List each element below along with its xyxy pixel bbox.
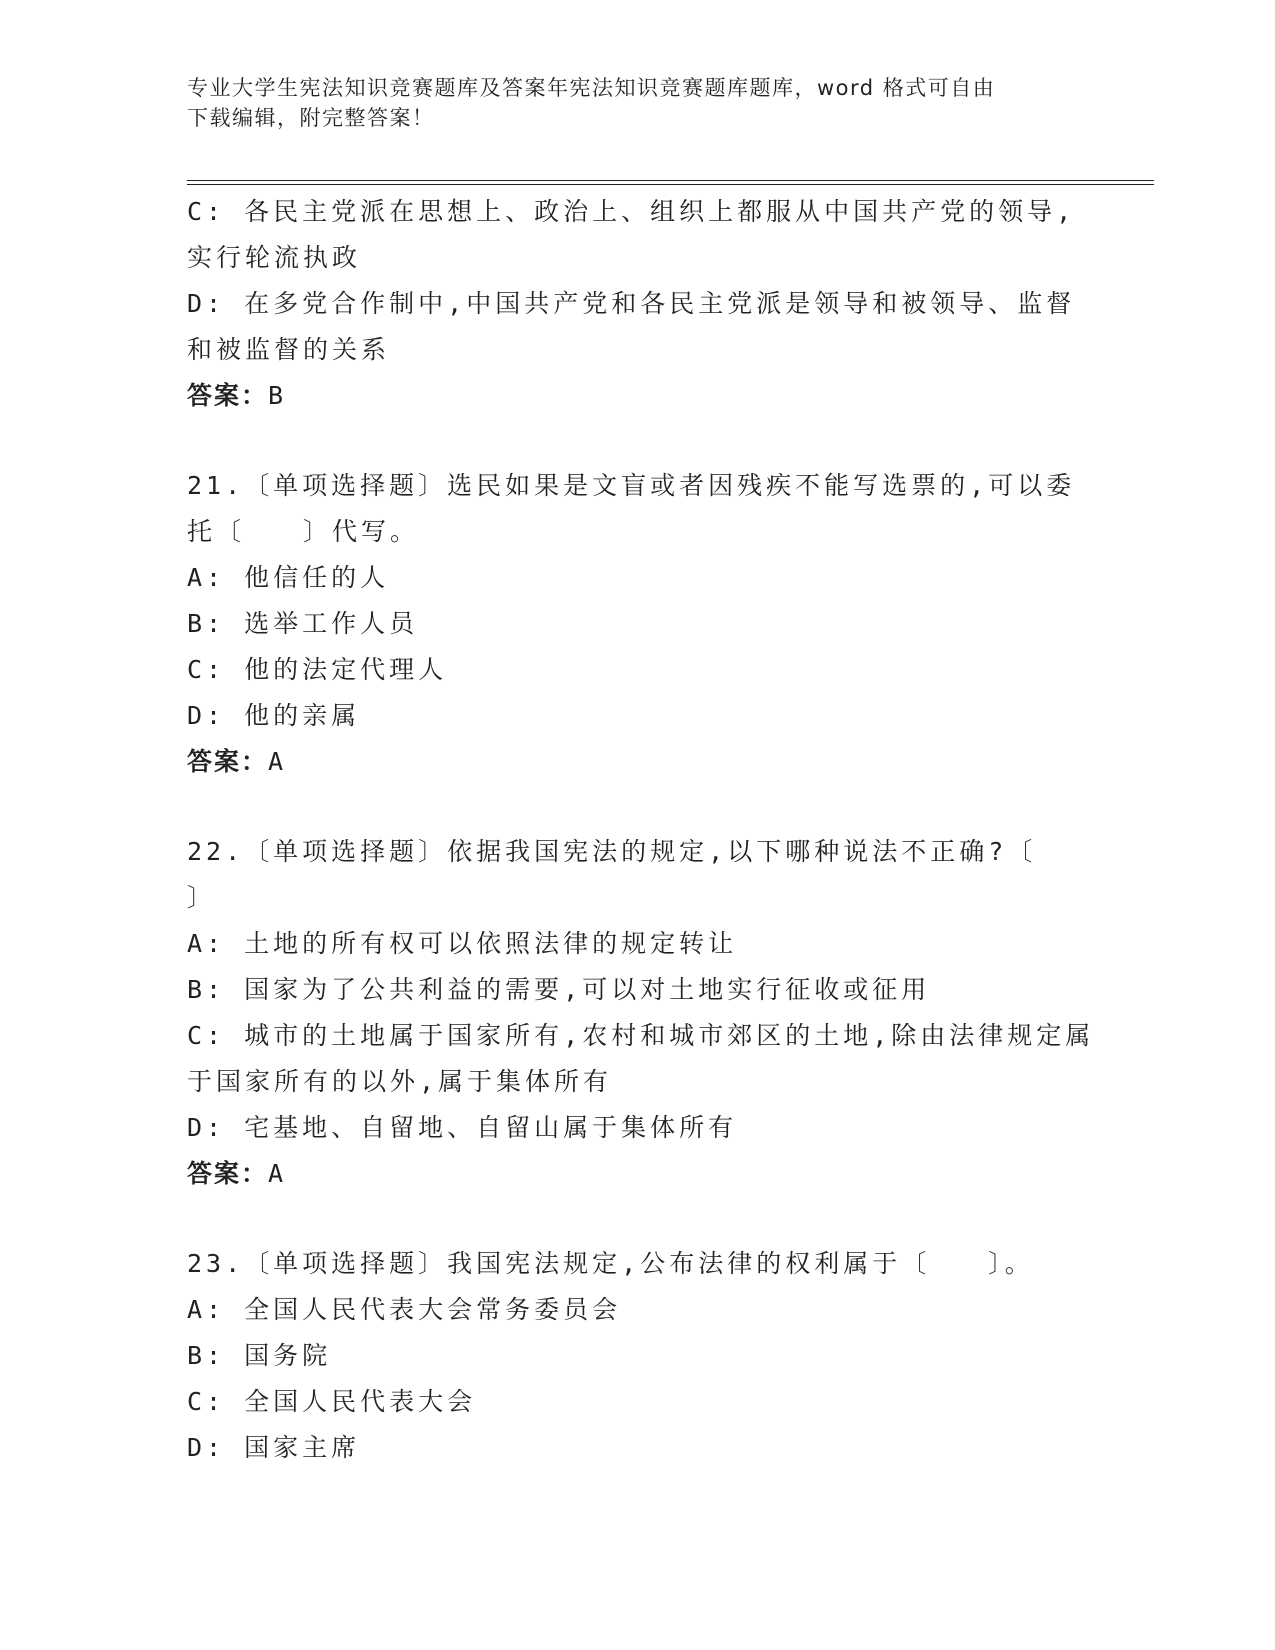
header-line-2: 下载编辑，附完整答案！: [187, 106, 435, 130]
header-line-1: 专业大学生宪法知识竞赛题库及答案年宪法知识竞赛题库题库，word 格式可自由: [187, 76, 996, 100]
question-stem-line-1: 21.〔单项选择题〕选民如果是文盲或者因残疾不能写选票的,可以委: [187, 471, 1076, 500]
answer-label: 答案：: [187, 1159, 269, 1188]
option-c: C: 全国人民代表大会: [187, 1387, 477, 1416]
question-stem-line-1: 22.〔单项选择题〕依据我国宪法的规定,以下哪种说法不正确?〔: [187, 837, 1037, 866]
answer-label: 答案：: [187, 381, 269, 410]
option-c: C: 他的法定代理人: [187, 655, 448, 684]
answer-line: [187, 1151, 1127, 1197]
option-d-line-2: 和被监督的关系: [187, 335, 391, 364]
option-b: B: 国务院: [187, 1341, 332, 1370]
question-21: [187, 463, 1127, 785]
question-22: [187, 829, 1127, 1197]
answer-label: 答案：: [187, 747, 269, 776]
question-stem-line-2: 托〔 〕代写。: [187, 517, 420, 546]
header-rule-top: [187, 180, 1154, 181]
answer-line: [187, 739, 1127, 785]
option-d: D: 宅基地、自留地、自留山属于集体所有: [187, 1113, 738, 1142]
question-stem-line-2: 〕: [187, 883, 217, 912]
answer-value: A: [268, 747, 286, 776]
question-23: [187, 1241, 1127, 1471]
spacer: [187, 785, 1127, 829]
answer-value: B: [268, 381, 286, 410]
question-stem-line-1: 23.〔单项选择题〕我国宪法规定,公布法律的权利属于〔 〕。: [187, 1249, 1034, 1278]
question-20-continued: [187, 189, 1127, 419]
spacer: [187, 1197, 1127, 1241]
option-a: A: 全国人民代表大会常务委员会: [187, 1295, 622, 1324]
option-d: D: 国家主席: [187, 1433, 361, 1462]
answer-line: [187, 373, 1127, 419]
option-b: B: 选举工作人员: [187, 609, 419, 638]
option-b: B: 国家为了公共利益的需要,可以对土地实行征收或征用: [187, 975, 931, 1004]
spacer: [187, 419, 1127, 463]
document-header: [187, 73, 1087, 133]
option-a: A: 土地的所有权可以依照法律的规定转让: [187, 929, 738, 958]
option-c-line-1: C: 城市的土地属于国家所有,农村和城市郊区的土地,除由法律规定属: [187, 1021, 1095, 1050]
option-a: A: 他信任的人: [187, 563, 390, 592]
header-rule-bottom: [187, 184, 1154, 185]
option-c-line-1: C: 各民主党派在思想上、政治上、组织上都服从中国共产党的领导,: [187, 197, 1076, 226]
document-body: [187, 189, 1127, 1471]
option-d-line-1: D: 在多党合作制中,中国共产党和各民主党派是领导和被领导、监督: [187, 289, 1076, 318]
option-d: D: 他的亲属: [187, 701, 361, 730]
option-c-line-2: 于国家所有的以外,属于集体所有: [187, 1067, 613, 1096]
answer-value: A: [268, 1159, 286, 1188]
option-c-line-2: 实行轮流执政: [187, 243, 362, 272]
